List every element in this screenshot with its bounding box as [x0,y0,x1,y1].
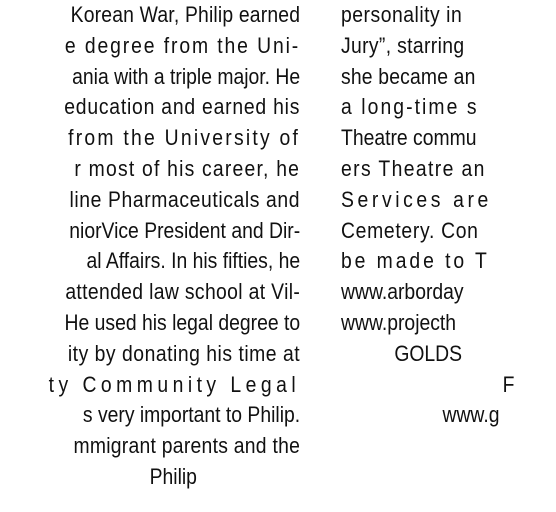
right-line-9: be made to T [341,248,490,274]
left-line-14: s very important to Philip. [82,402,301,428]
left-line-4: education and earned his [64,94,301,120]
right-line-13: F [502,371,515,397]
right-line-2: Jury”, starring [341,32,465,58]
left-line-6: r most of his career, he [74,155,301,181]
right-line-11: www.projecth [341,309,457,335]
left-line-11: He used his legal degree to [64,309,301,335]
left-line-2: e degree from the Uni- [64,32,301,58]
left-line-16: Philip [149,463,197,489]
left-line-1: Korean War, Philip earned [70,2,301,27]
right-text-column [341,0,556,512]
right-line-1: personality in [341,2,463,27]
left-line-5: from the University of [68,125,301,151]
right-line-8: Cemetery. Con [341,217,479,243]
right-line-5: Theatre commu [341,125,477,151]
right-line-3: she became an [341,63,476,89]
left-line-8: niorVice President and Dir- [69,217,301,243]
left-line-3: ania with a triple major. He [72,63,301,89]
left-line-7: line Pharmaceuticals and [69,186,301,212]
left-line-9: al Affairs. In his fifties, he [86,248,301,274]
right-line-10: www.arborday [341,279,464,305]
right-line-6: ers Theatre an [341,155,486,181]
left-line-10: attended law school at Vil- [65,279,301,305]
left-line-15: mmigrant parents and the [73,433,301,459]
left-line-12: ity by donating his time at [67,340,301,366]
right-line-7: Services are [341,186,492,212]
left-line-13: ty Community Legal [48,371,301,397]
right-line-12: GOLDS [394,340,463,366]
column-gutter [319,0,320,512]
right-line-4: a long-time s [341,94,479,120]
right-line-14: www.g [442,402,500,428]
